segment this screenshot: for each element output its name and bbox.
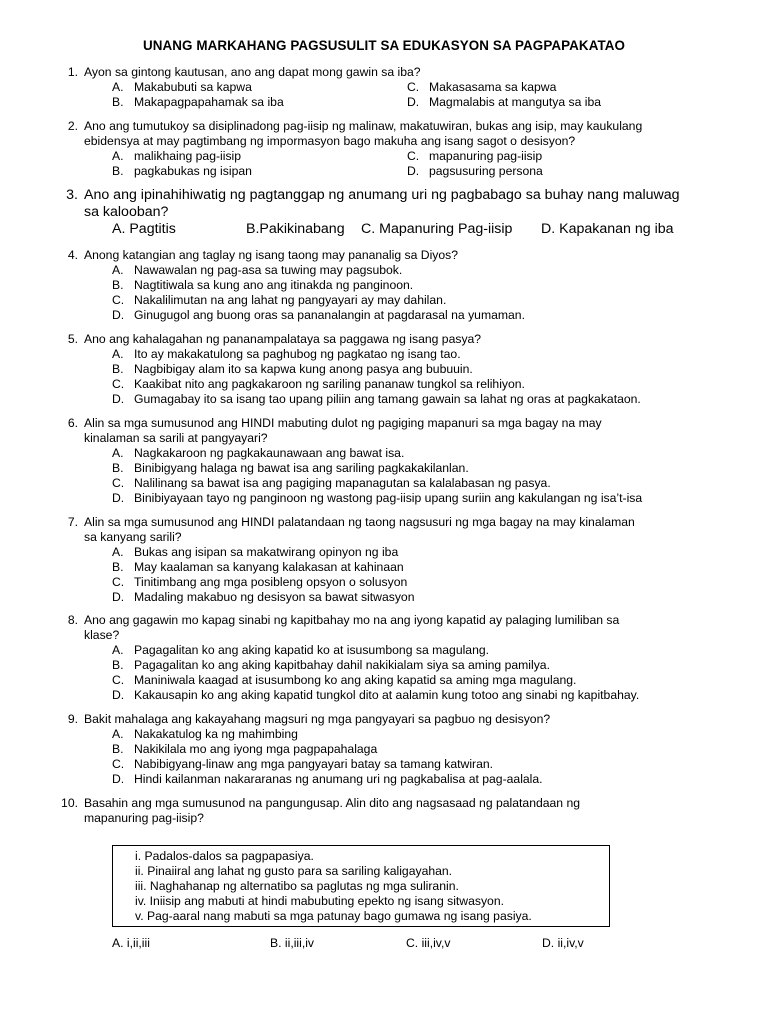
option: A. Pagagalitan ko ang aking kapatid ko at isusumbong sa magulang.	[112, 643, 490, 657]
option: A. Bukas ang isipan sa makatwirang opinyon ng iba	[112, 545, 399, 559]
question-number: 2.	[67, 119, 78, 133]
question-stem: Ano ang gagawin mo kapag sinabi ng kapitbahay mo na ang iyong kapatid ay palaging lumiliban sa klase?	[84, 613, 620, 642]
option: C. Makasasama sa kapwa	[407, 80, 557, 94]
question-stem: Alin sa mga sumusunod ang HINDI mabuting dulot ng pagiging mapanuri sa mga bagay na may kinalaman sa sarili at pangyayari?	[84, 416, 602, 445]
question-number: 4.	[67, 248, 78, 262]
option: A. Pagtitis	[112, 221, 176, 237]
option: D. ii,iv,v	[542, 936, 584, 950]
option: C. Maniniwala kaagad at isusumbong ko ang aking kapatid sa aming mga magulang.	[112, 673, 577, 687]
statement: ii. Pinaiiral ang lahat ng gusto para sa sariling kaligayahan.	[135, 864, 453, 878]
question-10	[0, 796, 768, 826]
question-number: 1.	[67, 65, 78, 79]
option: B. Pagagalitan ko ang aking kapitbahay dahil nakikialam siya sa aming pamilya.	[112, 658, 550, 672]
question-5	[0, 332, 768, 407]
question-stem: Ayon sa gintong kautusan, ano ang dapat mong gawin sa iba?	[84, 65, 421, 79]
option: A. i,ii,iii	[112, 936, 150, 950]
option: B. Nagbibigay alam ito sa kapwa kung anong pasya ang bubuuin.	[112, 362, 473, 376]
option: B. Nakikilala mo ang iyong mga pagpapahalaga	[112, 742, 378, 756]
question-stem: Anong katangian ang taglay ng isang taong may pananalig sa Diyos?	[84, 248, 459, 262]
option: C. Tinitimbang ang mga posibleng opsyon o solusyon	[112, 575, 408, 589]
option: A. malikhaing pag-iisip	[112, 149, 242, 163]
option: A. Nagkakaroon ng pagkakaunawaan ang bawat isa.	[112, 446, 405, 460]
option: D. Hindi kailanman nakararanas ng anumang uri ng pagkabalisa at pag-aalala.	[112, 772, 543, 786]
option: C. Nabibigyang-linaw ang mga pangyayari batay sa tamang katwiran.	[112, 757, 494, 771]
question-number: 10.	[61, 796, 78, 810]
option: D. Magmalabis at mangutya sa iba	[407, 95, 602, 109]
question-number: 5.	[67, 332, 78, 346]
option: A. Makabubuti sa kapwa	[112, 80, 252, 94]
question-6	[0, 416, 768, 506]
question-7	[0, 515, 768, 605]
option: B. Binibigyang halaga ng bawat isa ang sariling pagkakakilanlan.	[112, 461, 469, 475]
option: B. pagkabukas ng isipan	[112, 164, 252, 178]
question-stem: Basahin ang mga sumusunod na pangungusap. Alin dito ang nagsasaad ng palatandaan ng mapanuring pag-iisip?	[84, 796, 581, 825]
statement: i. Padalos-dalos sa pagpapasiya.	[135, 849, 314, 863]
question-stem: Alin sa mga sumusunod ang HINDI palatandaan ng taong nagsusuri ng mga bagay na may kinalaman sa kanyang sarili?	[84, 515, 635, 544]
question-10-options	[112, 936, 584, 951]
option: D. pagsusuring persona	[407, 164, 543, 178]
option: D. Kapakanan ng iba	[541, 221, 674, 237]
question-number: 7.	[67, 515, 78, 529]
question-number: 8.	[67, 613, 78, 627]
page-title: UNANG MARKAHANG PAGSUSULIT SA EDUKASYON SA PAGPAPAKATAO	[142, 38, 626, 53]
option: C. Kaakibat nito ang pagkakaroon ng sariling pananaw tungkol sa relihiyon.	[112, 377, 525, 391]
question-stem: Ano ang kahalagahan ng pananampalataya sa paggawa ng isang pasya?	[84, 332, 482, 346]
option: D. Madaling makabuo ng desisyon sa bawat sitwasyon	[112, 590, 415, 604]
option: D. Kakausapin ko ang aking kapatid tungkol dito at aalamin kung totoo ang sinabi ng kapitbahay.	[112, 688, 640, 702]
option: B. May kaalaman sa kanyang kalakasan at kahinaan	[112, 560, 404, 574]
question-2	[0, 119, 768, 179]
option: D. Ginugugol ang buong oras sa pananalangin at pagdarasal na yumaman.	[112, 308, 525, 322]
option: D. Gumagabay ito sa isang tao upang piliin ang tamang gawain sa lahat ng oras at pagkakataon.	[112, 392, 641, 406]
question-1	[0, 65, 768, 110]
option: B.Pakikinabang	[246, 221, 345, 237]
question-number: 3.	[66, 187, 78, 203]
question-number: 6.	[67, 416, 78, 430]
question-8	[0, 613, 768, 703]
option: C. Mapanuring Pag-iisip	[361, 221, 513, 237]
option: D. Binibiyayaan tayo ng panginoon ng wastong pag-iisip upang suriin ang kakulangan ng isa’t-isa	[112, 491, 643, 505]
option: C. Nalilinang sa bawat isa ang pagiging mapanagutan sa kalalabasan ng pasya.	[112, 476, 551, 490]
option: C. Nakalilimutan na ang lahat ng pangyayari ay may dahilan.	[112, 293, 447, 307]
question-stem: Bakit mahalaga ang kakayahang magsuri ng mga pangyayari sa pagbuo ng desisyon?	[84, 712, 551, 726]
option: C. mapanuring pag-iisip	[407, 149, 543, 163]
question-stem: Ano ang ipinahihiwatig ng pagtanggap ng anumang uri ng pagbabago sa buhay nang maluwag sa kalooban?	[84, 187, 680, 220]
option: A. Ito ay makakatulong sa paghubog ng pagkatao ng isang tao.	[112, 347, 461, 361]
statement: v. Pag-aaral nang mabuti sa mga patunay bago gumawa ng isang pasiya.	[135, 909, 532, 923]
question-number: 9.	[67, 712, 78, 726]
question-9	[0, 712, 768, 787]
option: B. Nagtitiwala sa kung ano ang itinakda ng panginoon.	[112, 278, 414, 292]
option: B. ii,iii,iv	[270, 936, 315, 950]
option: B. Makapagpapahamak sa iba	[112, 95, 284, 109]
question-3	[0, 187, 768, 238]
option: A. Nakakatulog ka ng mahimbing	[112, 727, 298, 741]
option: A. Nawawalan ng pag-asa sa tuwing may pagsubok.	[112, 263, 403, 277]
statement: iii. Naghahanap ng alternatibo sa paglutas ng mga suliranin.	[135, 879, 459, 893]
statement: iv. Iniisip ang mabuti at hindi mabubuting epekto ng isang sitwasyon.	[135, 894, 505, 908]
option: C. iii,iv,v	[406, 936, 451, 950]
statements-box	[112, 845, 610, 927]
question-4	[0, 248, 768, 323]
question-stem: Ano ang tumutukoy sa disiplinadong pag-iisip ng malinaw, makatuwiran, bukas ang isip, may kaukulang ebidensya at may pagtimbang ng impormasyon bago makuha ang isang sagot o desisyon?	[84, 119, 643, 148]
